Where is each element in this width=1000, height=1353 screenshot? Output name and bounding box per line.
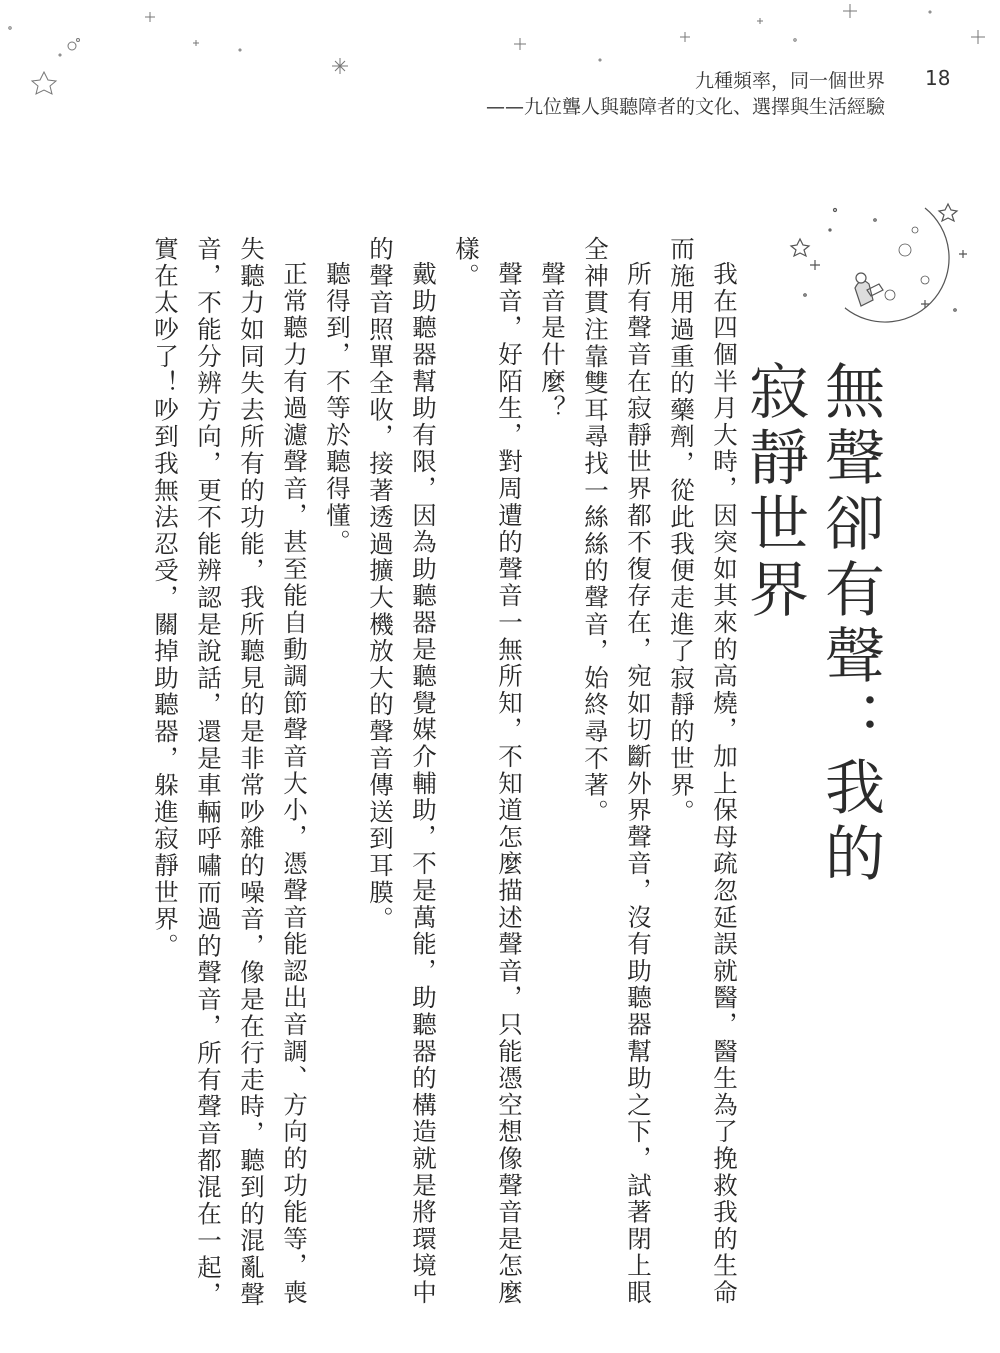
paragraph: 聲音是什麼？ [538,260,567,422]
crescent-moon-reading-figure-icon [775,190,975,340]
header-book-title: 九種頻率，同一個世界 [694,70,885,92]
paragraph: 正常聽力有過濾聲音，甚至能自動調節聲音大小，憑聲音能認出音調、方向的功能等，喪失聽力如同失去所有的功能，我所聽見的是非常吵雜的噪音，像是在行走時，聽到的混亂聲音，不能分辨方向，更不能辨認是說話，還是車輛呼嘯而過的聲音，所有聲音都混在一起，實在太吵了！吵到我無法忍受，關掉助聽器，躲進寂靜世界。 [151,236,309,1308]
header-subtitle: ——九位聾人與聽障者的文化、選擇與生活經驗 [485,96,885,118]
paragraph: 我在四個半月大時，因突如其來的高燒，加上保母疏忽延誤就醫，醫生為了挽救我的生命而施用過重的藥劑，從此我便走進了寂靜的世界。 [667,236,739,1306]
paragraph: 聽得到，不等於聽得懂。 [323,260,352,556]
body-text [146,236,746,1316]
paragraph: 聲音，好陌生，對周遭的聲音一無所知，不知道怎麼描述聲音，只能憑空想像聲音是怎麼樣。 [452,236,524,1306]
paragraph: 戴助聽器幫助有限，因為助聽器是聽覺媒介輔助，不是萬能，助聽器的構造就是將環境中的聲音照單全收，接著透過擴大機放大的聲音傳送到耳膜。 [366,236,438,1306]
chapter-title: 無聲卻有聲：我的寂靜世界 [739,360,885,888]
paragraph: 所有聲音在寂靜世界都不復存在，宛如切斷外界聲音，沒有助聽器幫助之下，試著閉上眼全神貫注靠雙耳尋找一絲絲的聲音，始終尋不著。 [581,236,653,1306]
page-number: 18 [925,66,951,90]
